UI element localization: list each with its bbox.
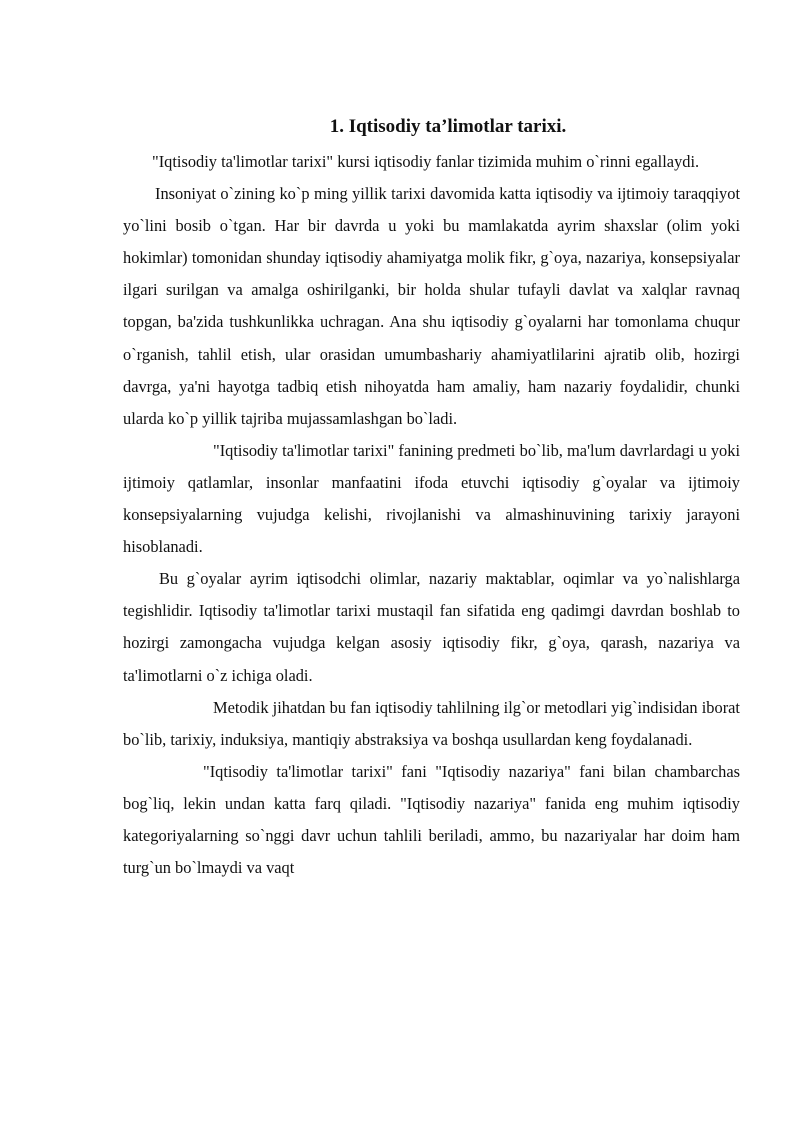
paragraph-methodology: Metodik jihatdan bu fan iqtisodiy tahlilning ilg`or metodlari yig`indisidan iborat bo`lib, tarixiy, induksiya, mantiqiy abstraksiya va boshqa usullardan keng foydalanadi. (123, 697, 740, 749)
paragraph-ideas-schools: Bu g`oyalar ayrim iqtisodchi olimlar, nazariy maktablar, oqimlar va yo`nalishlarga tegishlidir. Iqtisodiy ta'limotlar tarixi mustaqil fan sifatida eng qadimgi davrdan boshlab to hozirgi zamongacha vujudga kelgan asosiy iqtisodiy fikr, g`oya, qarash, nazariya va ta'limotlarni o`z ichiga oladi. (123, 569, 740, 685)
paragraph-subject-definition: "Iqtisodiy ta'limotlar tarixi" fanining predmeti bo`lib, ma'lum davrlardagi u yoki ijtimoiy qatlamlar, insonlar manfaatini ifoda etuvchi iqtisodiy g`oyalar va ijtimoiy konsepsiyalarning vujudga kelishi, rivojlanishi va almashinuvining tarixiy jarayoni hisoblanadi. (123, 440, 740, 557)
paragraph-human-development: Insoniyat o`zining ko`p ming yillik tarixi davomida katta iqtisodiy va ijtimoiy taraqqiyot yo`lini bosib o`tgan. Har bir davrda u yoki bu mamlakatda ayrim shaxslar (olim yoki hokimlar) tomonidan shunday iqtisodiy ahamiyatga molik fikr, g`oya, nazariya, konsepsiyalar ilgari surilgan va amalga oshirilganki, bir holda shular tufayli davlat va xalqlar ravnaq topgan, ba'zida tushkunlikka uchragan. Ana shu iqtisodiy g`oyalarni har tomonlama chuqur o`rganish, tahlil etish, ular orasidan umumbashariy ahamiyatlilarini ajratib olib, hozirgi davrga, ya'ni hayotga tadbiq etish nihoyatda ham amaliy, ham nazariy foydalidir, chunki ularda ko`p yillik tajriba mujassamlashgan bo`ladi. (123, 184, 740, 428)
paragraph-course-importance: "Iqtisodiy ta'limotlar tarixi" kursi iqtisodiy fanlar tizimida muhim o`rinni egallaydi. (152, 152, 700, 171)
paragraph-economic-theory-relation: "Iqtisodiy ta'limotlar tarixi" fani "Iqtisodiy nazariya" fani bilan chambarchas bog`liq, lekin undan katta farq qiladi. "Iqtisodiy nazariya" fanida eng muhim iqtisodiy kategoriyalarning so`nggi davr uchun tahlili beriladi, ammo, bu nazariyalar har doim ham turg`un bo`lmaydi va vaqt (123, 761, 740, 878)
page-title: 1. Iqtisodiy ta’limotlar tarixi. (329, 116, 567, 137)
document-body (123, 146, 740, 884)
